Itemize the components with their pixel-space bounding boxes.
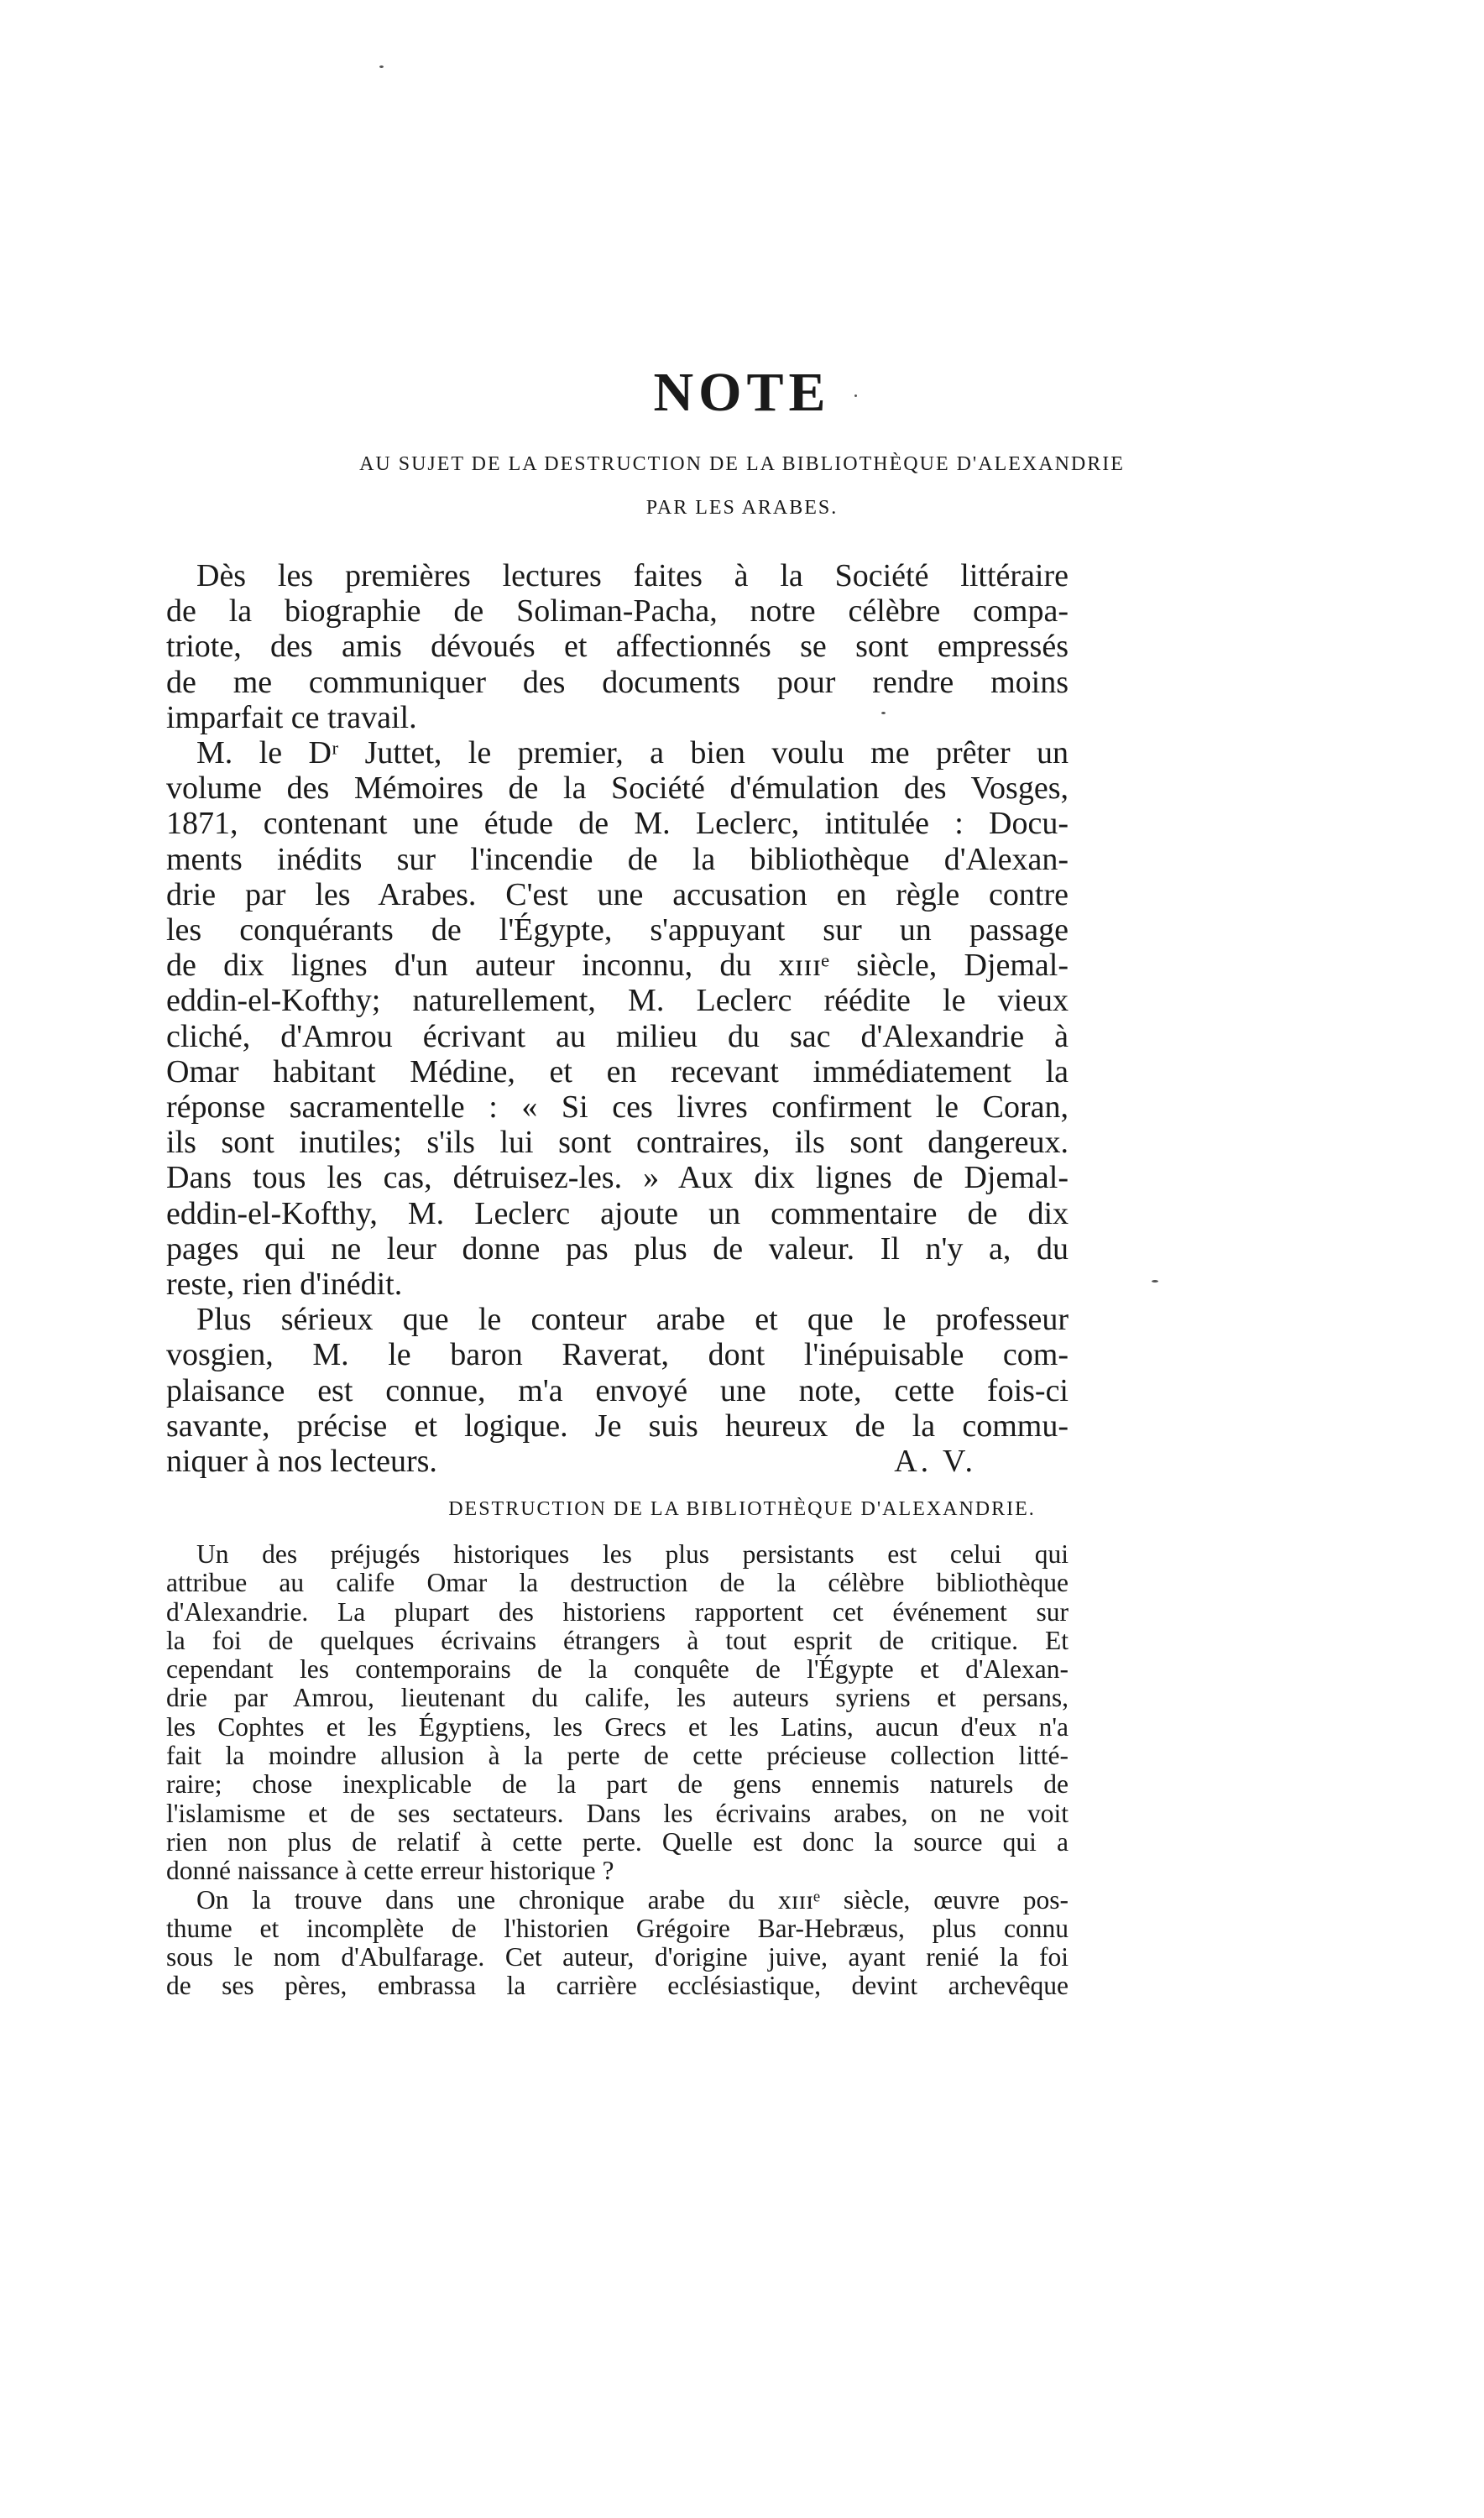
text-line: 1871, contenant une étude de M. Leclerc, intitulée : Docu-	[166, 806, 1069, 842]
text-line: niquer à nos lecteurs.	[166, 1444, 437, 1480]
text-line: de ses pères, embrassa la carrière ecclésiastique, devint archevêque	[166, 1971, 1069, 2001]
text-line: donné naissance à cette erreur historique ?	[166, 1856, 614, 1886]
text-line: Dès les premières lectures faites à la Société littéraire	[196, 558, 1069, 593]
page-title: NOTE	[653, 362, 831, 423]
scan-speck	[379, 65, 384, 68]
section-heading: DESTRUCTION DE LA BIBLIOTHÈQUE D'ALEXANDRIE.	[448, 1498, 1036, 1520]
signature-line	[166, 1444, 1069, 1479]
text-line: eddin-el-Kofthy, M. Leclerc ajoute un commentaire de dix	[166, 1195, 1069, 1231]
text-line: ils sont inutiles; s'ils lui sont contraires, ils sont dangereux.	[166, 1125, 1069, 1161]
text-line: M. le Dʳ Juttet, le premier, a bien voulu me prêter un	[196, 735, 1069, 771]
text-line: de dix lignes d'un auteur inconnu, du xɪɪɪᵉ siècle, Djemal-	[166, 948, 1069, 984]
text-line: Un des préjugés historiques les plus persistants est celui qui	[196, 1539, 1069, 1569]
text-line: cliché, d'Amrou écrivant au milieu du sac d'Alexandrie à	[166, 1018, 1069, 1054]
text-line: plaisance est connue, m'a envoyé une note, cette fois-ci	[166, 1372, 1069, 1408]
text-line: drie par Amrou, lieutenant du calife, les auteurs syriens et persans,	[166, 1683, 1069, 1713]
text-line: Dans tous les cas, détruisez-les. » Aux dix lignes de Djemal-	[166, 1160, 1069, 1196]
text-line: de la biographie de Soliman-Pacha, notre célèbre compa-	[166, 593, 1069, 630]
text-line: d'Alexandrie. La plupart des historiens rapportent cet événement sur	[166, 1596, 1069, 1627]
text-line: Plus sérieux que le conteur arabe et que le professeur	[196, 1302, 1069, 1338]
text-line: les Cophtes et les Égyptiens, les Grecs et les Latins, aucun d'eux n'a	[166, 1711, 1069, 1742]
text-line: raire; chose inexplicable de la part de gens ennemis naturels de	[166, 1769, 1069, 1800]
text-line: ments inédits sur l'incendie de la bibliothèque d'Alexan-	[166, 841, 1069, 877]
text-line: sous le nom d'Abulfarage. Cet auteur, d'origine juive, ayant renié la foi	[166, 1942, 1069, 1972]
text-line: pages qui ne leur donne pas plus de valeur. Il n'y a, du	[166, 1230, 1069, 1267]
signature: A. V.	[894, 1444, 976, 1480]
text-line: rien non plus de relatif à cette perte. Quelle est donc la source qui a	[166, 1826, 1069, 1857]
text-line: les conquérants de l'Égypte, s'appuyant sur un passage	[166, 912, 1069, 948]
text-line: eddin-el-Kofthy; naturellement, M. Leclerc réédite le vieux	[166, 983, 1069, 1019]
subtitle-line-1: AU SUJET DE LA DESTRUCTION DE LA BIBLIOTHÈQUE D'ALEXANDRIE	[359, 453, 1125, 475]
text-line: reste, rien d'inédit.	[166, 1267, 403, 1303]
text-line: cependant les contemporains de la conquête de l'Égypte et d'Alexan-	[166, 1654, 1069, 1685]
scan-speck	[1152, 1280, 1158, 1283]
text-line: thume et incomplète de l'historien Grégoire Bar-Hebræus, plus connu	[166, 1913, 1069, 1943]
subtitle-line-2: PAR LES ARABES.	[645, 497, 839, 519]
text-line: savante, précise et logique. Je suis heureux de la commu-	[166, 1408, 1069, 1444]
text-line: volume des Mémoires de la Société d'émulation des Vosges,	[166, 771, 1069, 807]
text-line: l'islamisme et de ses sectateurs. Dans les écrivains arabes, on ne voit	[166, 1798, 1069, 1828]
text-line: drie par les Arabes. C'est une accusation en règle contre	[166, 876, 1069, 912]
text-line: de me communiquer des documents pour rendre moins	[166, 664, 1069, 700]
text-line: fait la moindre allusion à la perte de cette précieuse collection litté-	[166, 1741, 1069, 1771]
note-body	[166, 558, 1069, 1479]
text-line: attribue au calife Omar la destruction de la célèbre bibliothèque	[166, 1568, 1069, 1598]
text-line: imparfait ce travail.	[166, 699, 417, 735]
text-line: Omar habitant Médine, et en recevant immédiatement la	[166, 1053, 1069, 1089]
text-line: triote, des amis dévoués et affectionnés se sont empressés	[166, 629, 1069, 665]
text-line: réponse sacramentelle : « Si ces livres confirment le Coran,	[166, 1089, 1069, 1126]
text-line: vosgien, M. le baron Raverat, dont l'inépuisable com-	[166, 1337, 1069, 1373]
text-line: la foi de quelques écrivains étrangers à tout esprit de critique. Et	[166, 1625, 1069, 1655]
section-body	[166, 1540, 1069, 2001]
text-line: On la trouve dans une chronique arabe du xɪɪɪᵉ siècle, œuvre pos-	[196, 1884, 1069, 1915]
